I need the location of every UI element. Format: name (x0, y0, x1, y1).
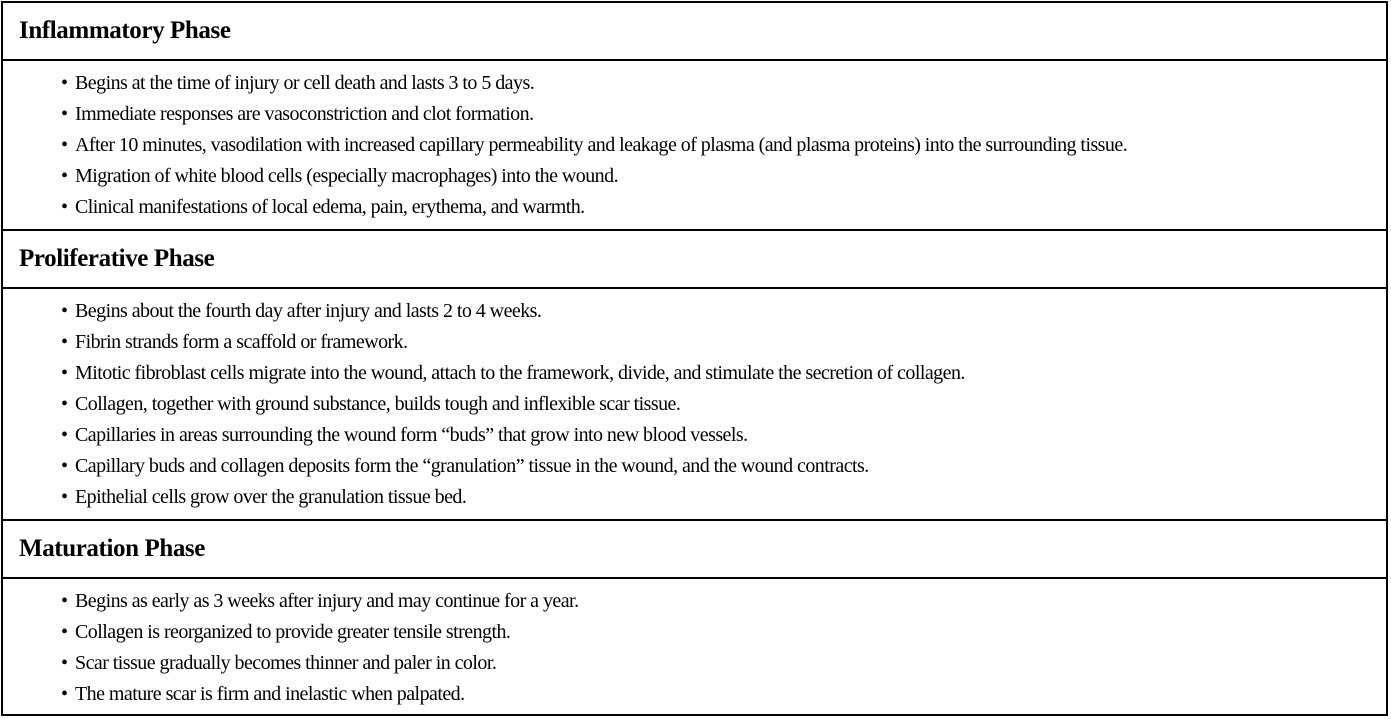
list-item (3, 358, 1386, 389)
section-title: Maturation Phase (3, 521, 1386, 579)
section-maturation-phase (3, 521, 1386, 716)
list-item-text: Fibrin strands form a scaffold or framework. (75, 331, 408, 353)
list-item-text: Collagen is reorganized to provide greater tensile strength. (75, 621, 511, 643)
list-item (3, 192, 1386, 223)
bullet-icon: • (61, 486, 68, 508)
section-items (3, 289, 1386, 513)
bullet-icon: • (61, 590, 68, 612)
section-items (3, 579, 1386, 710)
bullet-icon: • (61, 393, 68, 415)
section-title: Inflammatory Phase (3, 3, 1386, 61)
list-item-text: Immediate responses are vasoconstriction and clot formation. (75, 103, 534, 125)
bullet-icon: • (61, 72, 68, 94)
list-item-text: Collagen, together with ground substance, builds tough and inflexible scar tissue. (75, 393, 681, 415)
bullet-icon: • (61, 683, 68, 705)
bullet-icon: • (61, 362, 68, 384)
section-inflammatory-phase (3, 3, 1386, 231)
list-item-text: Begins as early as 3 weeks after injury and may continue for a year. (75, 590, 579, 612)
section-proliferative-phase (3, 231, 1386, 521)
list-item-text: Mitotic fibroblast cells migrate into the wound, attach to the framework, divide, and stimulate the secretion of collagen. (75, 362, 965, 384)
bullet-icon: • (61, 652, 68, 674)
list-item-text: The mature scar is firm and inelastic when palpated. (75, 683, 465, 705)
bullet-icon: • (61, 424, 68, 446)
list-item-text: Capillary buds and collagen deposits form the “granulation” tissue in the wound, and the wound contracts. (75, 455, 869, 477)
list-item (3, 161, 1386, 192)
list-item (3, 679, 1386, 710)
list-item (3, 68, 1386, 99)
list-item-text: After 10 minutes, vasodilation with increased capillary permeability and leakage of plasma (and plasma proteins) into the surrounding tissue. (75, 134, 1128, 156)
bullet-icon: • (61, 300, 68, 322)
bullet-icon: • (61, 196, 68, 218)
list-item (3, 648, 1386, 679)
list-item-text: Clinical manifestations of local edema, pain, erythema, and warmth. (75, 196, 585, 218)
list-item (3, 130, 1386, 161)
section-items (3, 61, 1386, 223)
list-item-text: Begins about the fourth day after injury and lasts 2 to 4 weeks. (75, 300, 542, 322)
list-item-text: Capillaries in areas surrounding the wound form “buds” that grow into new blood vessels. (75, 424, 748, 446)
bullet-icon: • (61, 134, 68, 156)
list-item (3, 99, 1386, 130)
list-item-text: Begins at the time of injury or cell death and lasts 3 to 5 days. (75, 72, 535, 94)
bullet-icon: • (61, 621, 68, 643)
list-item (3, 389, 1386, 420)
list-item-text: Migration of white blood cells (especially macrophages) into the wound. (75, 165, 619, 187)
bullet-icon: • (61, 331, 68, 353)
section-title: Proliferative Phase (3, 231, 1386, 289)
bullet-icon: • (61, 165, 68, 187)
list-item (3, 586, 1386, 617)
bullet-icon: • (61, 455, 68, 477)
wound-healing-phases-table (1, 1, 1388, 716)
list-item (3, 327, 1386, 358)
list-item (3, 451, 1386, 482)
bullet-icon: • (61, 103, 68, 125)
list-item (3, 296, 1386, 327)
list-item (3, 420, 1386, 451)
list-item-text: Epithelial cells grow over the granulation tissue bed. (75, 486, 467, 508)
list-item (3, 617, 1386, 648)
list-item-text: Scar tissue gradually becomes thinner and paler in color. (75, 652, 497, 674)
list-item (3, 482, 1386, 513)
